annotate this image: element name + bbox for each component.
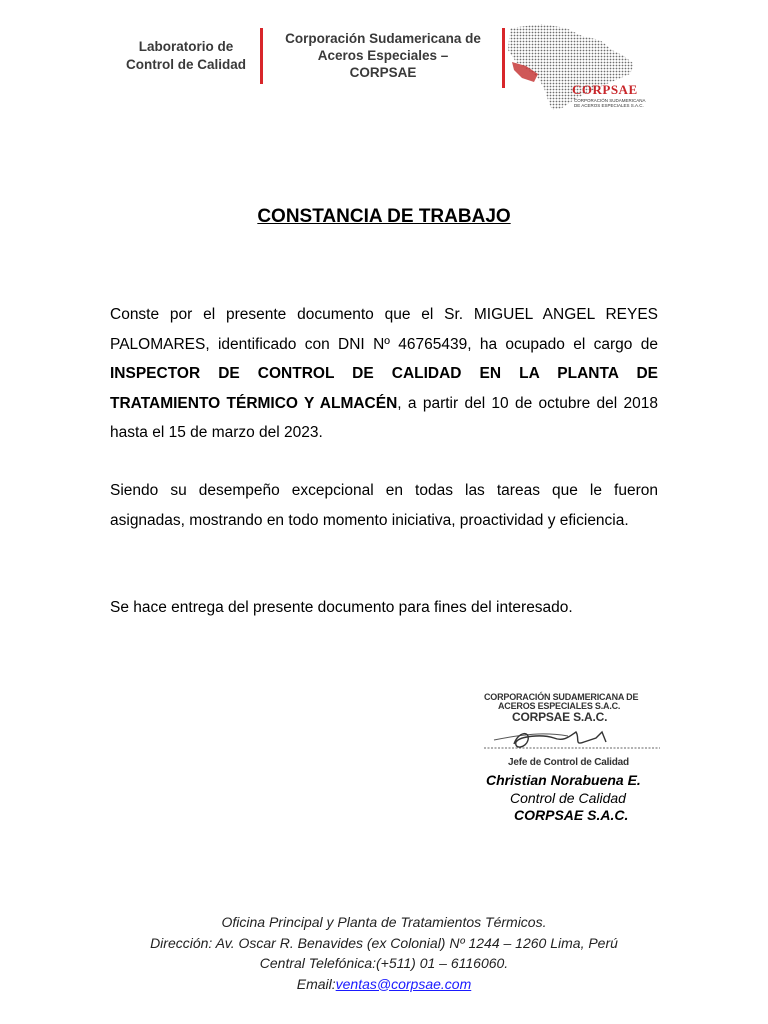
- signatory-name: Christian Norabuena E.: [486, 772, 641, 788]
- footer-email-label: Email:: [296, 975, 336, 992]
- lab-line-2: Control de Calidad: [125, 57, 246, 72]
- stamp-line-3: CORPSAE S.A.C.: [512, 710, 608, 724]
- corp-header: [266, 30, 500, 81]
- logo-subtitle: [574, 98, 646, 108]
- signatory-role: Control de Calidad: [510, 790, 626, 806]
- signatory-company: CORPSAE S.A.C.: [514, 807, 629, 823]
- job-title: INSPECTOR DE CONTROL DE CALIDAD EN LA PLANTA DE TRATAMIENTO TÉRMICO Y ALMACÉN: [110, 365, 658, 412]
- header-divider-left: [260, 28, 263, 84]
- document-title: CONSTANCIA DE TRABAJO: [257, 206, 511, 227]
- corp-line-3: CORPSAE: [349, 65, 417, 80]
- footer-line-3: Central Telefónica:(+511) 01 – 6116060.: [259, 955, 509, 971]
- footer: [0, 912, 768, 994]
- stamp-line-4: Jefe de Control de Calidad: [508, 757, 629, 768]
- stamp-line-2: ACEROS ESPECIALES S.A.C.: [498, 701, 621, 711]
- logo-subtitle-line-1: CORPORACIÓN SUDAMERICANA: [574, 98, 646, 103]
- footer-email-line: [0, 974, 768, 995]
- paragraph-employment: [110, 300, 658, 448]
- paragraph-employment-end: , a partir del 10 de octubre del 2018 hasta el 15 de marzo del 2023.: [110, 394, 658, 441]
- paragraph-closing: Se hace entrega del presente documento para fines del interesado.: [110, 599, 573, 616]
- stamp-line-1: CORPORACIÓN SUDAMERICANA DE: [484, 692, 639, 702]
- corp-line-2: Aceros Especiales –: [317, 48, 449, 63]
- handwritten-signature: [484, 720, 660, 760]
- footer-line-2: Dirección: Av. Oscar R. Benavides (ex Colonial) Nº 1244 – 1260 Lima, Perú: [150, 934, 618, 951]
- company-stamp: [484, 690, 660, 768]
- lab-line-1: Laboratorio de: [138, 39, 234, 54]
- paragraph-performance: Siendo su desempeño excepcional en todas las tareas que le fueron asignadas, mostrando en todo momento iniciativa, proactividad y eficiencia.: [110, 482, 658, 529]
- paragraph-employment-start: Conste por el presente documento que el Sr. MIGUEL ANGEL REYES PALOMARES, identificado con DNI Nº 46765439, ha ocupado el cargo de: [110, 306, 658, 353]
- email-link[interactable]: ventas@corpsae.com: [335, 975, 472, 992]
- logo-subtitle-line-2: DE ACEROS ESPECIALES S.A.C.: [574, 103, 644, 108]
- corp-line-1: Corporación Sudamericana de: [285, 31, 481, 46]
- footer-line-1: Oficina Principal y Planta de Tratamientos Térmicos.: [221, 914, 547, 930]
- lab-header: [108, 38, 264, 74]
- logo-wordmark: CORPSAE: [572, 82, 638, 97]
- corpsae-logo: [504, 22, 664, 114]
